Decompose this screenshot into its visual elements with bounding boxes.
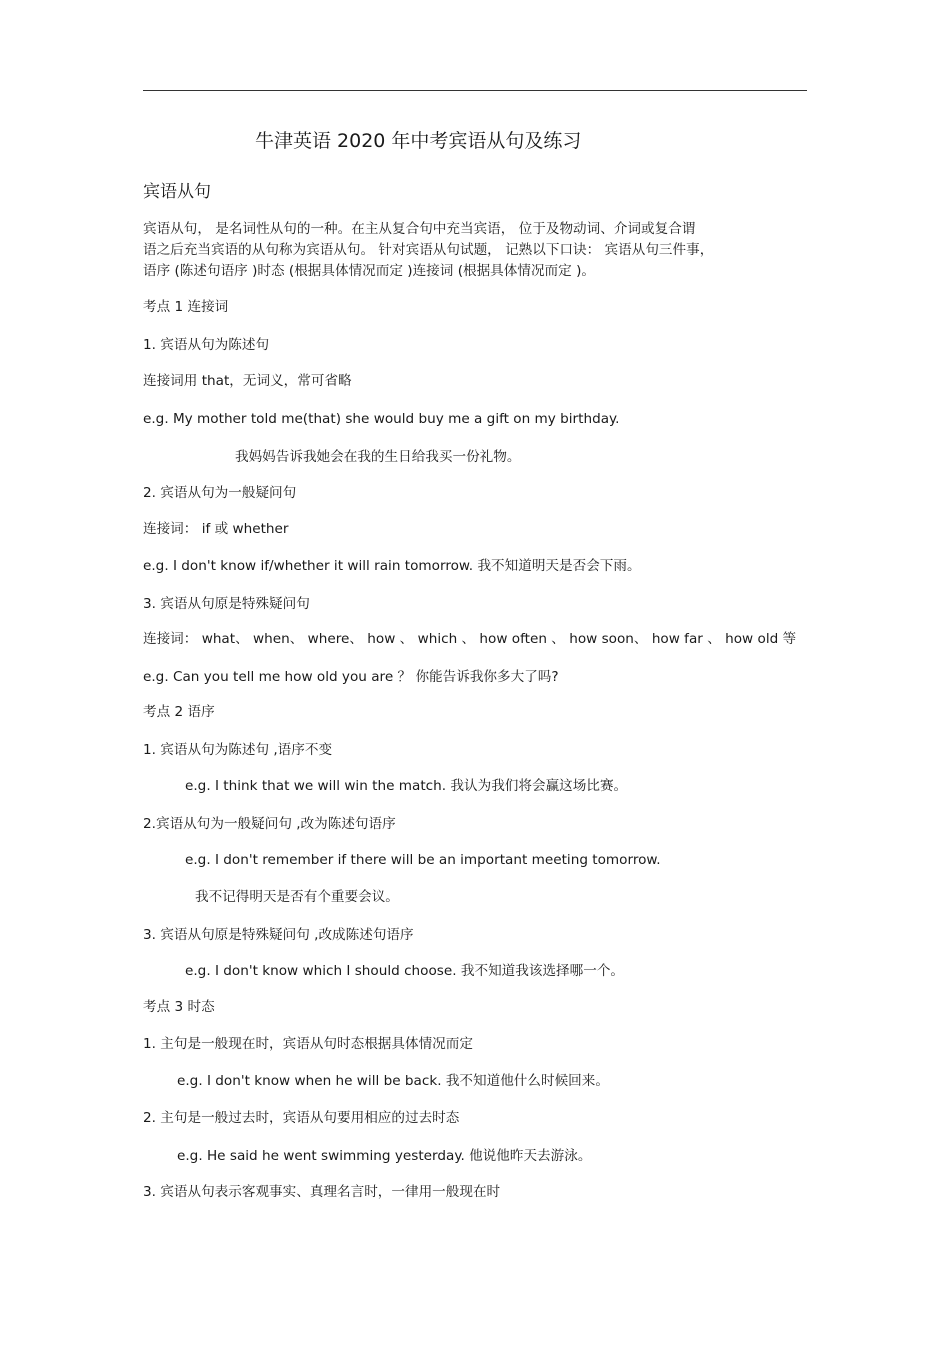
document-title: 牛津英语 2020 年中考宾语从句及练习: [255, 130, 582, 152]
kd1-item-3-title: 3. 宾语从句原是特殊疑问句: [143, 596, 310, 612]
kd2-item-2-title: 2.宾语从句为一般疑问句 ,改为陈述句语序: [143, 816, 396, 832]
kd3-item-2-example: e.g. He said he went swimming yesterday. 他说他昨天去游泳。: [177, 1148, 592, 1164]
kd1-item-3-connective: 连接词： what、 when、 where、 how 、 which 、 how often 、 how soon、 how far 、 how old 等: [143, 631, 797, 647]
kd1-item-1-connective: 连接词用 that，无词义，常可省略: [143, 373, 352, 389]
section-heading: 宾语从句: [143, 182, 211, 202]
kd1-item-2-title: 2. 宾语从句为一般疑问句: [143, 485, 297, 501]
kaodian-3-heading: 考点 3 时态: [143, 999, 215, 1015]
kaodian-2-heading: 考点 2 语序: [143, 704, 215, 720]
kd3-item-2-title: 2. 主句是一般过去时，宾语从句要用相应的过去时态: [143, 1110, 460, 1126]
kd2-item-3-title: 3. 宾语从句原是特殊疑问句 ,改成陈述句语序: [143, 927, 414, 943]
kd2-item-1-title: 1. 宾语从句为陈述句 ,语序不变: [143, 742, 333, 758]
kd1-item-1-title: 1. 宾语从句为陈述句: [143, 337, 270, 353]
header-rule: [143, 90, 807, 91]
kd2-item-2-example: e.g. I don't remember if there will be an important meeting tomorrow.: [185, 852, 661, 868]
kd2-item-1-example: e.g. I think that we will win the match. 我认为我们将会赢这场比赛。: [185, 778, 628, 794]
kd1-item-1-translation: 我妈妈告诉我她会在我的生日给我买一份礼物。: [235, 449, 521, 465]
kd1-item-1-example: e.g. My mother told me(that) she would buy me a gift on my birthday.: [143, 411, 620, 427]
intro-line-1: 宾语从句， 是名词性从句的一种。在主从复合句中充当宾语， 位于及物动词、介词或复合谓: [143, 221, 696, 237]
kd3-item-1-example: e.g. I don't know when he will be back. 我不知道他什么时候回来。: [177, 1073, 609, 1089]
kd2-item-3-example: e.g. I don't know which I should choose. 我不知道我该选择哪一个。: [185, 963, 625, 979]
kd1-item-2-example: e.g. I don't know if/whether it will rain tomorrow. 我不知道明天是否会下雨。: [143, 558, 641, 574]
kd2-item-2-translation: 我不记得明天是否有个重要会议。: [195, 889, 399, 905]
kd3-item-3-title: 3. 宾语从句表示客观事实、真理名言时，一律用一般现在时: [143, 1184, 501, 1200]
kaodian-1-heading: 考点 1 连接词: [143, 299, 229, 315]
intro-line-2: 语之后充当宾语的从句称为宾语从句。 针对宾语从句试题， 记熟以下口诀： 宾语从句三件事，: [143, 242, 714, 258]
kd3-item-1-title: 1. 主句是一般现在时，宾语从句时态根据具体情况而定: [143, 1036, 473, 1052]
intro-line-3: 语序 (陈述句语序 )时态 (根据具体情况而定 )连接词 (根据具体情况而定 )。: [143, 263, 595, 279]
kd1-item-3-example: e.g. Can you tell me how old you are ？ 你能告诉我你多大了吗?: [143, 669, 559, 685]
kd1-item-2-connective: 连接词： if 或 whether: [143, 521, 289, 537]
